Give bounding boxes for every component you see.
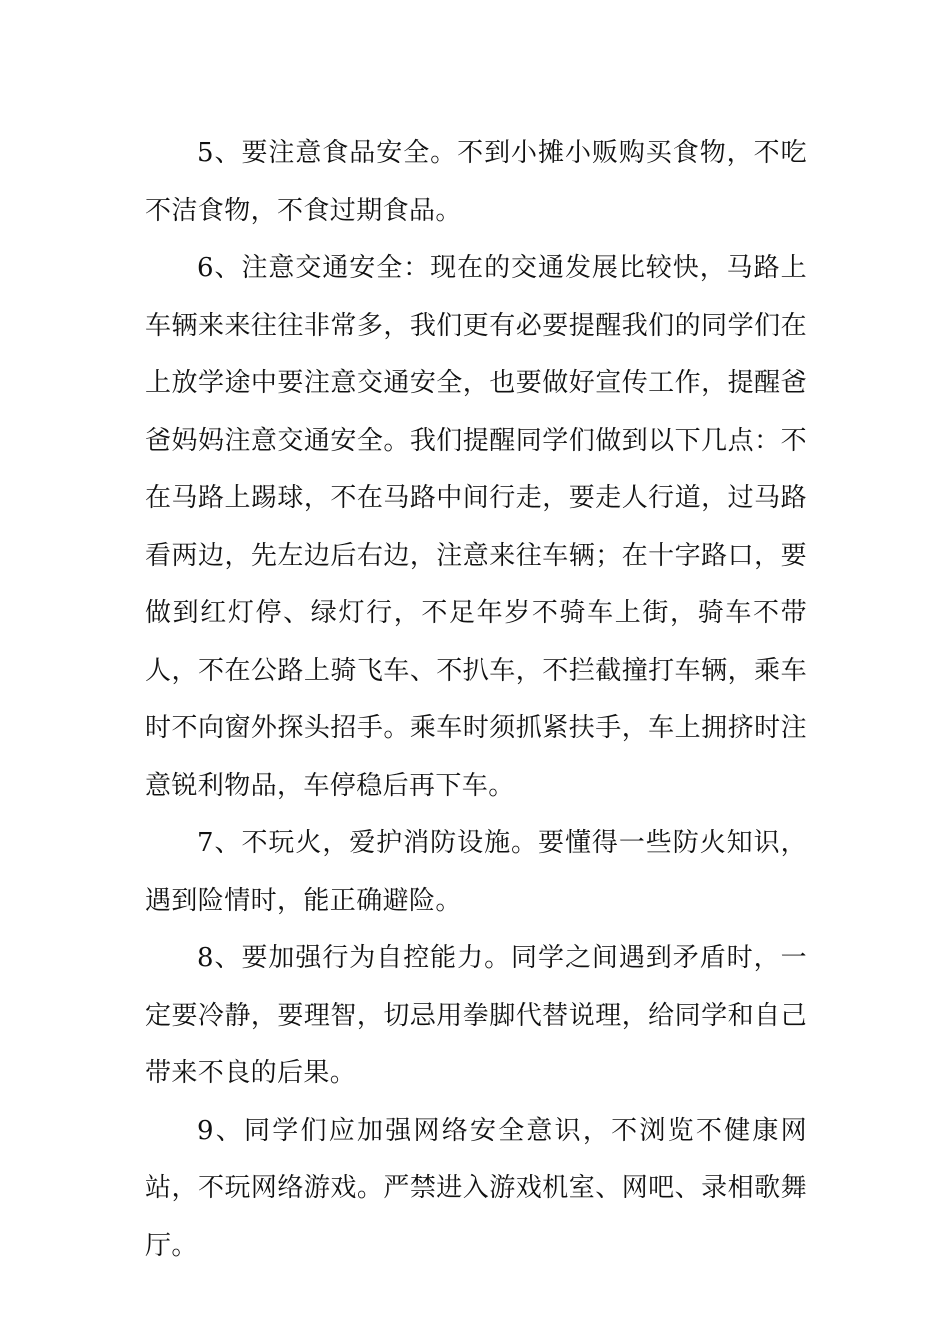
paragraph-item-8: 8、要加强行为自控能力。同学之间遇到矛盾时，一定要冷静，要理智，切忌用拳脚代替说理，给同学和自己带来不良的后果。 bbox=[145, 943, 807, 1088]
paragraph-item-6: 6、注意交通安全：现在的交通发展比较快，马路上车辆来来往往非常多，我们更有必要提醒我们的同学们在上放学途中要注意交通安全，也要做好宣传工作，提醒爸爸妈妈注意交通安全。我们提醒同学们做到以下几点：不在马路上踢球，不在马路中间行走，要走人行道，过马路看两边，先左边后右边，注意来往车辆；在十字路口，要做到红灯停、绿灯行，不足年岁不骑车上街，骑车不带人，不在公路上骑飞车、不扒车，不拦截撞打车辆，乘车时不向窗外探头招手。乘车时须抓紧扶手，车上拥挤时注意锐利物品，车停稳后再下车。 bbox=[145, 253, 807, 801]
document-body bbox=[145, 125, 807, 1275]
paragraph-item-5: 5、要注意食品安全。不到小摊小贩购买食物，不吃不洁食物，不食过期食品。 bbox=[145, 138, 807, 226]
paragraph-item-9: 9、同学们应加强网络安全意识，不浏览不健康网站，不玩网络游戏。严禁进入游戏机室、网吧、录相歌舞厅。 bbox=[145, 1115, 807, 1261]
paragraph-item-7: 7、不玩火，爱护消防设施。要懂得一些防火知识，遇到险情时，能正确避险。 bbox=[145, 828, 807, 916]
